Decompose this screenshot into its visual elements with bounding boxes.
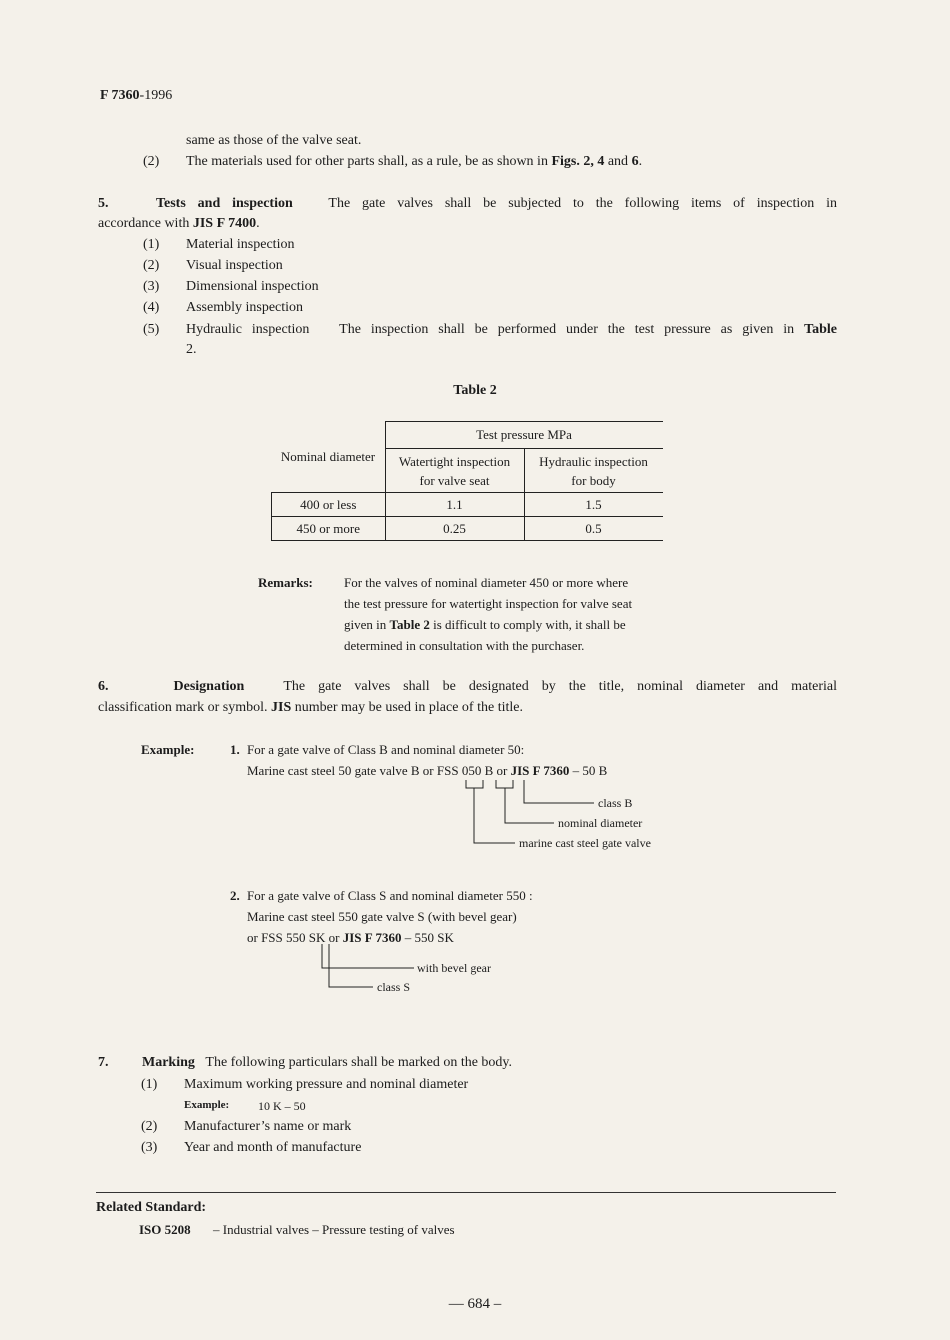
leader-class-s [329,944,373,987]
leader-marine-cast-steel [474,788,515,843]
remarks-line: the test pressure for watertight inspection for valve seat [344,596,633,611]
section-7-heading: Marking The following particulars shall be marked on the body. [142,1055,513,1070]
example-label: Example: [141,742,195,757]
item-number: (1) [143,237,160,252]
item-number: (1) [141,1077,158,1092]
example-title: For a gate valve of Class S and nominal diameter 550 : [247,888,533,903]
inspection-item: Material inspection [186,237,295,252]
example-number: 1. [230,742,240,757]
section-6-heading: 6. Designation The gate valves shall be designated by the title, nominal diameter and material [98,679,838,694]
example-line: Marine cast steel 550 gate valve S (with bevel gear) [247,909,517,924]
table-caption: Table 2 [453,383,497,398]
header-watertight: Watertight inspection for valve seat [385,449,524,493]
example-title: For a gate valve of Class B and nominal diameter 50: [247,742,525,757]
remarks-line: For the valves of nominal diameter 450 or more where [344,575,629,590]
inspection-item-cont: 2. [186,342,197,357]
header-test-pressure: Test pressure MPa [385,422,663,449]
cell-hydraulic: 1.5 [524,493,663,517]
cell-hydraulic: 0.5 [524,517,663,541]
inspection-item: Hydraulic inspection The inspection shall be performed under the test pressure as given in Table [186,322,838,337]
bracket-fss [466,780,483,788]
item-number: (3) [143,279,160,294]
header-code: F 7360 [100,88,140,103]
leader-with-bevel-gear [322,944,414,968]
continued-text: same as those of the valve seat. [186,133,362,148]
related-standard-desc: – Industrial valves – Pressure testing of valves [213,1222,455,1237]
section-5-heading: 5. Tests and inspection The gate valves shall be subjected to the following items of inspection in [98,196,838,211]
callout-nominal-diameter: nominal diameter [558,816,643,830]
cell-watertight: 1.1 [385,493,524,517]
inspection-item: Assembly inspection [186,300,304,315]
callout-class-b: class B [598,796,633,810]
example-label: Example: [184,1099,230,1111]
cell-watertight: 0.25 [385,517,524,541]
cell-diameter: 450 or more [272,517,386,541]
callout-with-bevel-gear: with bevel gear [417,961,491,975]
callout-class-s: class S [377,980,410,994]
example-number: 2. [230,888,240,903]
example-designation: or FSS 550 SK or JIS F 7360 – 550 SK [247,930,454,945]
item-number: (2) [141,1119,158,1134]
item-number: (2) [143,154,160,169]
inspection-item: Visual inspection [186,258,283,273]
section-7-number: 7. [98,1055,109,1070]
marking-item: Manufacturer’s name or mark [184,1119,352,1134]
item-number: (5) [143,322,160,337]
remarks-line: given in Table 2 is difficult to comply with, it shall be [344,617,626,632]
bracket-050 [496,780,513,788]
cell-diameter: 400 or less [272,493,386,517]
leader-nominal-diameter [505,788,554,823]
item-number: (4) [143,300,160,315]
callout-marine-cast-steel: marine cast steel gate valve [519,836,651,850]
leader-class-b [524,780,594,803]
section-6-text: classification mark or symbol. JIS number may be used in place of the title. [98,700,523,715]
header-year: -1996 [139,88,173,103]
section-5-text: accordance with JIS F 7400. [98,216,260,231]
header-nominal-diameter: Nominal diameter [272,422,386,493]
related-standard-label: Related Standard: [96,1200,207,1215]
related-standard-code: ISO 5208 [139,1222,191,1237]
example-designation: Marine cast steel 50 gate valve B or FSS 050 B or JIS F 7360 – 50 B [247,763,608,778]
divider [96,1192,836,1193]
item-number: (3) [141,1140,158,1155]
marking-item: Maximum working pressure and nominal diameter [184,1077,469,1092]
marking-item: Year and month of manufacture [184,1140,362,1155]
inspection-item: Dimensional inspection [186,279,319,294]
item-number: (2) [143,258,160,273]
remarks-line: determined in consultation with the purchaser. [344,638,585,653]
example-value: 10 K – 50 [258,1099,306,1113]
page-number: — 684 – [448,1296,502,1312]
remarks-label: Remarks: [258,575,313,590]
item-text: The materials used for other parts shall, as a rule, be as shown in Figs. 2, 4 and 6. [186,154,643,169]
header-hydraulic: Hydraulic inspection for body [524,449,663,493]
